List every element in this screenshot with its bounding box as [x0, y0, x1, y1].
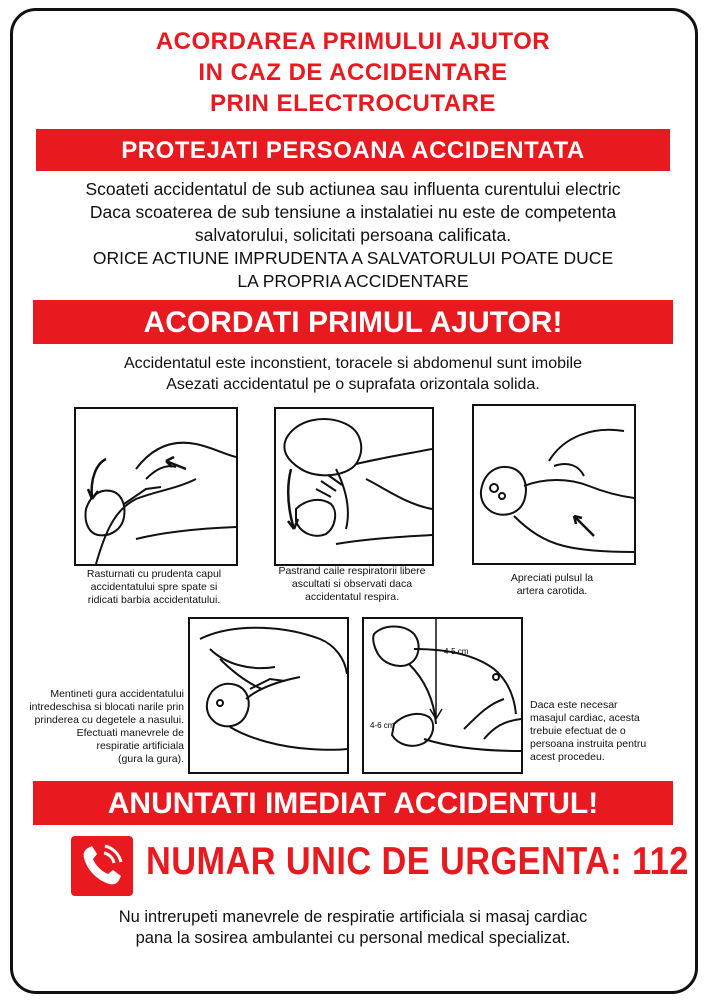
- step-5-illustration: [362, 617, 523, 774]
- footer-note: [0, 907, 706, 949]
- caption-line: trebuie efectuat de o: [530, 725, 626, 737]
- first-aid-instructions: [0, 353, 706, 395]
- caption-line: ascultati si observati daca: [291, 578, 413, 590]
- text-line: ORICE ACTIUNE IMPRUDENTA A SALVATORULUI POATE DUCE: [92, 248, 614, 268]
- caption-line: Rasturnati cu prudenta capul: [86, 568, 222, 580]
- text-line: pana la sosirea ambulantei cu personal medical specializat.: [135, 929, 571, 947]
- first-aid-banner: ACORDATI PRIMUL AJUTOR!: [33, 300, 673, 344]
- text-line: Daca scoaterea de sub tensiune a instalatiei nu este de competenta: [89, 202, 617, 222]
- step-2-illustration: [274, 407, 434, 566]
- text-line: Asezati accidentatul pe o suprafata orizontala solida.: [166, 376, 540, 393]
- caption-line: Pastrand caile respiratorii libere: [278, 565, 426, 577]
- step-1-caption: [74, 568, 234, 607]
- text-line: LA PROPRIA ACCIDENTARE: [237, 271, 469, 291]
- emergency-number: NUMAR UNIC DE URGENTA: 112: [146, 840, 689, 883]
- step-5-caption: [530, 699, 680, 764]
- title-line: ACORDAREA PRIMULUI AJUTOR: [155, 28, 551, 55]
- step-4-illustration: [188, 617, 349, 774]
- caption-line: Efectuati manevrele de: [76, 727, 184, 739]
- announce-banner: ANUNTATI IMEDIAT ACCIDENTUL!: [33, 781, 673, 825]
- text-line: salvatorului, solicitati persoana calificata.: [194, 225, 512, 245]
- text-line: Scoateti accidentatul de sub actiunea sau influenta curentului electric: [85, 179, 621, 199]
- caption-line: intredeschisa si blocati narile prin: [29, 701, 184, 713]
- caption-line: Apreciati pulsul la: [510, 572, 594, 584]
- text-line: Accidentatul este inconstient, toracele si abdomenul sunt imobile: [123, 355, 583, 372]
- step-1-illustration: [74, 407, 238, 566]
- title-line: IN CAZ DE ACCIDENTARE: [198, 59, 508, 86]
- caption-line: (gura la gura).: [118, 753, 184, 765]
- caption-line: prinderea cu degetele a nasului.: [34, 714, 184, 726]
- caption-line: Mentineti gura accidentatului: [50, 688, 184, 700]
- caption-line: ridicati barbia accidentatului.: [87, 594, 221, 606]
- caption-line: accidentatul respira.: [305, 591, 399, 603]
- protect-instructions: [0, 178, 706, 293]
- compression-depth-label: 4-5 cm: [444, 647, 469, 656]
- caption-line: Daca este necesar: [530, 699, 618, 711]
- step-4-caption: [14, 688, 184, 766]
- caption-line: masajul cardiac, acesta: [530, 712, 640, 724]
- caption-line: artera carotida.: [516, 585, 588, 597]
- sign-title: [0, 26, 706, 119]
- phone-icon: [71, 836, 133, 896]
- protect-banner: PROTEJATI PERSOANA ACCIDENTATA: [36, 129, 670, 171]
- step-3-illustration: [472, 404, 636, 565]
- step-3-caption: [472, 572, 632, 598]
- text-line: Nu intrerupeti manevrele de respiratie artificiala si masaj cardiac: [118, 908, 588, 926]
- caption-line: persoana instruita pentru: [530, 738, 647, 750]
- step-2-caption: [262, 565, 442, 604]
- caption-line: acest procedeu.: [530, 751, 605, 763]
- title-line: PRIN ELECTROCUTARE: [210, 90, 496, 117]
- hand-position-label: 4-6 cm: [370, 721, 395, 730]
- caption-line: accidentatului spre spate si: [90, 581, 218, 593]
- caption-line: respiratie artificiala: [96, 740, 184, 752]
